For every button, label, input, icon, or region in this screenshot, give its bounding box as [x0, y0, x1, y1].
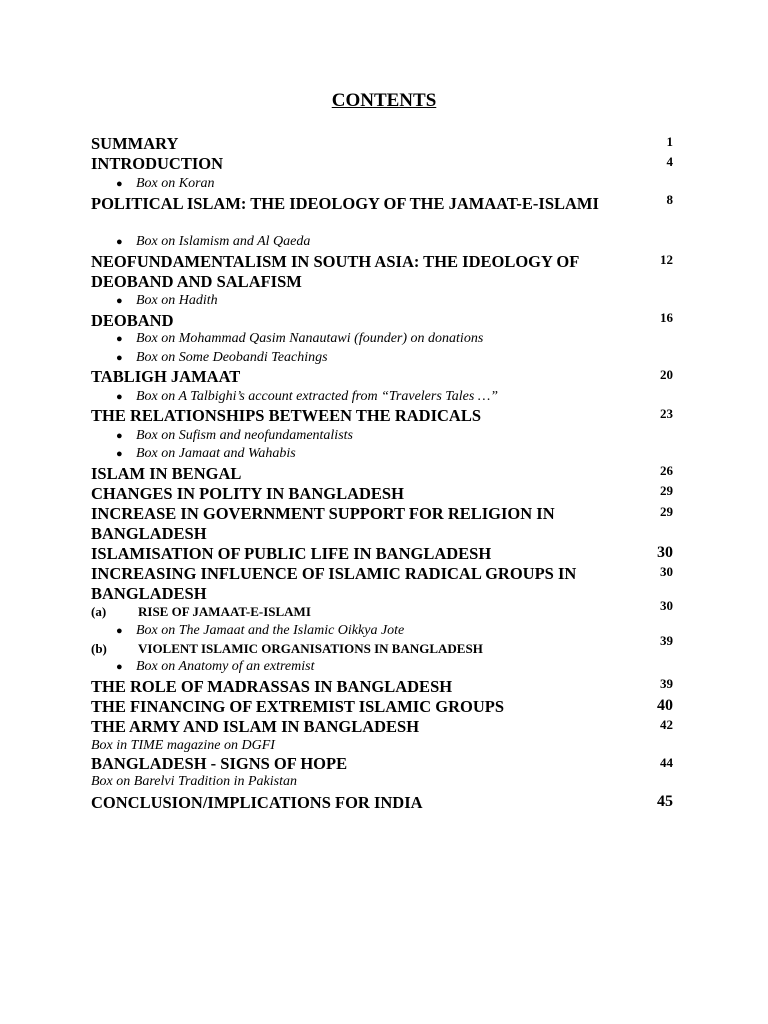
box-item: Box on Hadith [136, 293, 218, 308]
toc-page-number: 39 [660, 633, 673, 648]
toc-heading: NEOFUNDAMENTALISM IN SOUTH ASIA: THE IDEOLOGY OF DEOBAND AND SALAFISM [91, 252, 579, 291]
toc-heading: POLITICAL ISLAM: THE IDEOLOGY OF THE JAMAAT-E-ISLAMI [91, 194, 599, 213]
toc-page-number: 8 [666, 192, 673, 207]
toc-page-number: 42 [660, 717, 673, 732]
box-item: Box in TIME magazine on DGFI [91, 738, 275, 753]
toc-page-number: 30 [660, 564, 673, 579]
toc-page-number: 30 [657, 544, 673, 561]
toc-page-number: 30 [660, 598, 673, 613]
bullet-icon: ● [116, 352, 123, 364]
toc-page-number: 12 [660, 252, 673, 267]
toc-heading: SUMMARY [91, 134, 179, 153]
subsection-label: (a) [91, 604, 107, 619]
toc-heading: THE FINANCING OF EXTREMIST ISLAMIC GROUPS [91, 697, 505, 716]
toc-heading: INCREASING INFLUENCE OF ISLAMIC RADICAL GROUPS IN BANGLADESH [91, 564, 577, 603]
toc-page-number: 23 [660, 406, 673, 421]
box-item: Box on Koran [136, 176, 215, 191]
box-item: Box on The Jamaat and the Islamic Oikkya Jote [136, 623, 405, 638]
bullet-icon: ● [116, 236, 123, 248]
box-item: Box on Barelvi Tradition in Pakistan [91, 774, 297, 789]
toc-page-number: 1 [666, 134, 673, 149]
bullet-icon: ● [116, 295, 123, 307]
bullet-icon: ● [116, 625, 123, 637]
subsection-label: (b) [91, 641, 107, 656]
toc-page-number: 16 [660, 310, 673, 325]
toc-heading: TABLIGH JAMAAT [91, 367, 241, 386]
box-item: Box on Sufism and neofundamentalists [136, 428, 353, 443]
bullet-icon: ● [116, 430, 123, 442]
toc-heading: THE ROLE OF MADRASSAS IN BANGLADESH [91, 677, 453, 696]
toc-heading: CONCLUSION/IMPLICATIONS FOR INDIA [91, 793, 423, 812]
toc-heading: THE ARMY AND ISLAM IN BANGLADESH [91, 717, 420, 736]
box-item: Box on Islamism and Al Qaeda [136, 234, 311, 249]
toc-page-number: 20 [660, 367, 673, 382]
toc-page-number: 29 [660, 483, 673, 498]
toc-heading: BANGLADESH - SIGNS OF HOPE [91, 754, 348, 773]
toc-page-number: 39 [660, 676, 673, 691]
box-item: Box on A Talbighi’s account extracted from “Travelers Tales …” [136, 389, 499, 404]
toc-page-number: 4 [666, 154, 673, 169]
toc-heading: INCREASE IN GOVERNMENT SUPPORT FOR RELIGION IN BANGLADESH [91, 504, 555, 543]
subsection-heading: RISE OF JAMAAT-E-ISLAMI [138, 604, 311, 619]
bullet-icon: ● [116, 661, 123, 673]
toc-heading: ISLAMISATION OF PUBLIC LIFE IN BANGLADESH [91, 544, 492, 563]
subsection-heading: VIOLENT ISLAMIC ORGANISATIONS IN BANGLADESH [138, 641, 483, 656]
toc-heading: DEOBAND [91, 311, 174, 330]
bullet-icon: ● [116, 448, 123, 460]
bullet-icon: ● [116, 333, 123, 345]
toc-heading: CHANGES IN POLITY IN BANGLADESH [91, 484, 404, 503]
toc-page-number: 26 [660, 463, 673, 478]
toc-heading: INTRODUCTION [91, 154, 224, 173]
toc-page-number: 29 [660, 504, 673, 519]
bullet-icon: ● [116, 178, 123, 190]
toc-page-number: 40 [657, 697, 673, 714]
box-item: Box on Some Deobandi Teachings [136, 350, 328, 365]
bullet-icon: ● [116, 391, 123, 403]
toc-heading: THE RELATIONSHIPS BETWEEN THE RADICALS [91, 406, 481, 425]
box-item: Box on Jamaat and Wahabis [136, 446, 296, 461]
page-title: CONTENTS [331, 90, 437, 111]
box-item: Box on Anatomy of an extremist [136, 659, 315, 674]
toc-page-number: 45 [657, 793, 673, 810]
toc-heading: ISLAM IN BENGAL [91, 464, 242, 483]
box-item: Box on Mohammad Qasim Nanautawi (founder) on donations [136, 331, 484, 346]
toc-page-number: 44 [660, 755, 673, 770]
